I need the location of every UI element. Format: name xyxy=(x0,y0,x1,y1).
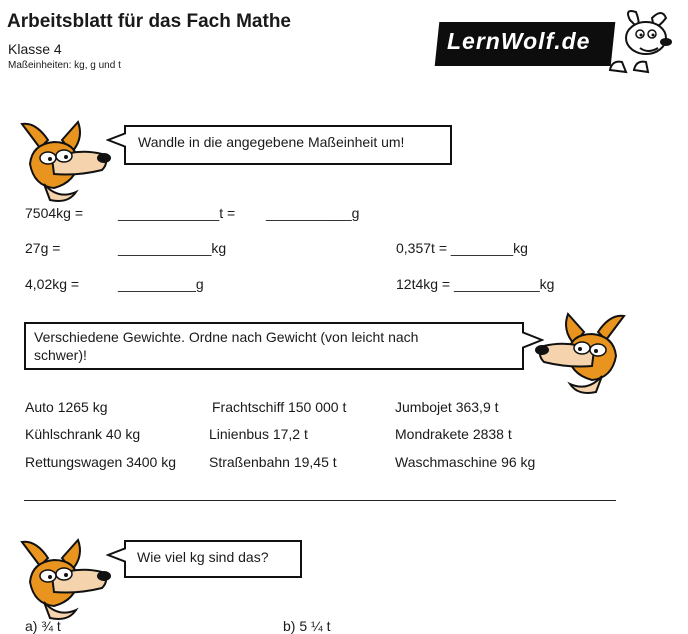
weight-item: Straßenbahn 19,45 t xyxy=(209,454,337,470)
speech-bubble-tail xyxy=(106,131,126,149)
weight-item: Frachtschiff 150 000 t xyxy=(212,399,347,415)
fox-mascot-icon xyxy=(18,536,114,626)
weight-item: Jumbojet 363,9 t xyxy=(395,399,499,415)
grade-label: Klasse 4 xyxy=(8,41,62,57)
instruction-convert: Wandle in die angegebene Maßeinheit um! xyxy=(138,134,405,150)
fox-mascot-icon xyxy=(18,118,114,208)
topic-label: Maßeinheiten: kg, g und t xyxy=(8,60,121,71)
instruction-sort: Verschiedene Gewichte. Ordne nach Gewicht (von leicht nach xyxy=(34,329,419,345)
weight-item: Auto 1265 kg xyxy=(25,399,108,415)
task-label: 7504kg = xyxy=(25,205,83,221)
task-label: 27g = xyxy=(25,240,61,256)
answer-blank: _____________t = xyxy=(118,205,236,221)
page-title: Arbeitsblatt für das Fach Mathe xyxy=(7,11,291,32)
logo-text: LernWolf.de xyxy=(447,28,591,54)
answer-blank: ____________kg xyxy=(118,240,227,256)
weight-item: Mondrakete 2838 t xyxy=(395,426,512,442)
answer-blank: __________g xyxy=(118,276,204,292)
task-label: 4,02kg = xyxy=(25,276,80,292)
instruction-sort: schwer)! xyxy=(34,347,87,363)
weight-item: Linienbus 17,2 t xyxy=(209,426,308,442)
task-label: a) ¾ t xyxy=(25,618,61,634)
task-label: 0,357t = ________kg xyxy=(396,240,528,256)
speech-bubble-tail xyxy=(106,546,126,564)
weight-item: Waschmaschine 96 kg xyxy=(395,454,536,470)
answer-line xyxy=(24,500,616,501)
instruction-kg: Wie viel kg sind das? xyxy=(137,549,269,565)
fox-mascot-icon xyxy=(532,310,628,400)
logo-dog-icon xyxy=(600,6,678,78)
weight-item: Kühlschrank 40 kg xyxy=(25,426,141,442)
task-label: 12t4kg = ___________kg xyxy=(396,276,555,292)
weight-item: Rettungswagen 3400 kg xyxy=(25,454,176,470)
task-label: b) 5 ¼ t xyxy=(283,618,331,634)
answer-blank: ___________g xyxy=(266,205,360,221)
